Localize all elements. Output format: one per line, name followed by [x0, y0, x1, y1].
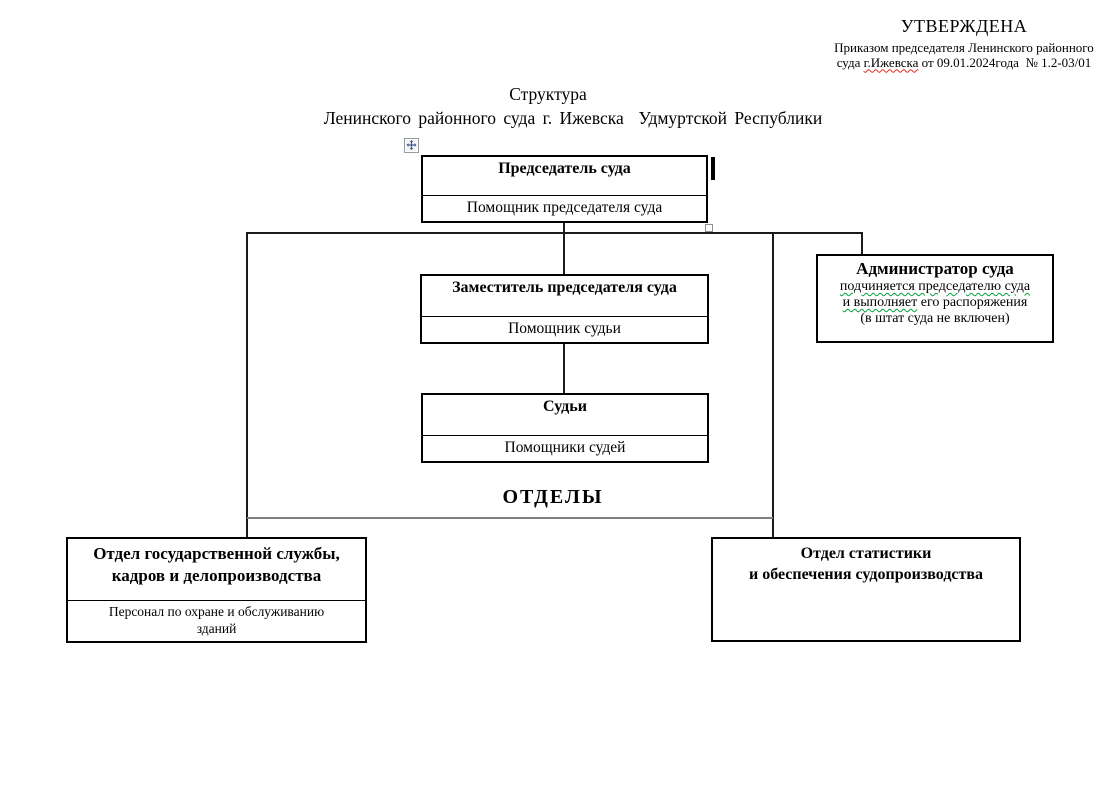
deputy-assistant: Помощник судьи [508, 320, 621, 337]
chairman-box [421, 155, 708, 223]
connector-main-horizontal [246, 232, 863, 234]
dept-hr-title-line2: кадров и делопроизводства [111, 566, 322, 585]
judges-assistant-cell[interactable] [423, 436, 707, 460]
deputy-assistant-cell[interactable] [422, 317, 707, 341]
administrator-box[interactable] [816, 254, 1054, 343]
chairman-title: Председатель суда [498, 160, 631, 177]
chairman-title-cell[interactable] [423, 157, 706, 196]
text-cursor-caret [711, 157, 715, 180]
approval-order-line1: Приказом председателя Ленинского районного [834, 40, 1094, 55]
deputy-chairman-box [420, 274, 709, 344]
dept-hr-title-cell[interactable] [68, 539, 365, 601]
deputy-title: Заместитель председателя суда [452, 279, 677, 296]
dept-hr-sub-line2: зданий [196, 621, 237, 636]
deputy-title-cell[interactable] [422, 276, 707, 317]
departments-label: ОТДЕЛЫ [502, 486, 604, 508]
approval-order-line2 [818, 56, 1110, 71]
judges-title: Судьи [543, 398, 587, 415]
dept-statistics-title-line1: Отдел статистики [800, 545, 932, 562]
dept-statistics-title-line2: и обеспечения судопроизводства [748, 566, 984, 583]
dept-hr-sub-cell[interactable] [68, 601, 365, 637]
dept-statistics-box[interactable] [711, 537, 1021, 642]
administrator-note-line3: (в штат суда не включен) [860, 311, 1010, 326]
chairman-assistant-cell[interactable] [423, 196, 706, 220]
four-way-arrow-icon [406, 140, 417, 151]
connector-judges-drop [563, 342, 565, 393]
document-title [258, 82, 888, 131]
dept-hr-title-line1: Отдел государственной службы, [93, 544, 340, 563]
chairman-assistant: Помощник председателя суда [466, 199, 663, 216]
judges-box [421, 393, 709, 463]
approval-stamp: УТВЕРЖДЕНА [900, 16, 1028, 36]
dept-hr-sub-line1: Персонал по охране и обслуживанию [108, 604, 325, 619]
connector-right-vertical [772, 233, 774, 537]
misspelled-word: г.Ижевска [863, 54, 919, 70]
approval-order-line2-suffix: от 09.01.2024года № 1.2-03/01 [918, 54, 1092, 70]
administrator-note-line2-rest: его распоряжения [917, 295, 1028, 310]
title-line2: Ленинского районного суда г. Ижевска Удмуртской Республики [323, 108, 823, 128]
approval-block [818, 14, 1110, 70]
dept-hr-box [66, 537, 367, 643]
connector-departments-horizontal [247, 517, 773, 519]
administrator-note-line1 [818, 279, 1052, 295]
connector-administrator-drop [861, 233, 863, 254]
judges-assistant: Помощники судей [504, 439, 626, 456]
administrator-note-line2 [818, 295, 1052, 311]
administrator-title: Администратор суда [856, 259, 1014, 278]
connector-left-vertical [246, 233, 248, 537]
judges-title-cell[interactable] [423, 395, 707, 436]
grammar-flagged-text: подчиняется председателю суда [839, 279, 1031, 294]
title-line1: Структура [509, 84, 587, 104]
table-resize-handle[interactable] [705, 224, 713, 232]
connector-deputy-drop [563, 233, 565, 274]
table-move-handle-icon[interactable] [404, 138, 419, 153]
approval-order-line2-prefix: суда [836, 54, 864, 70]
grammar-flagged-text: и выполняет [842, 295, 918, 310]
